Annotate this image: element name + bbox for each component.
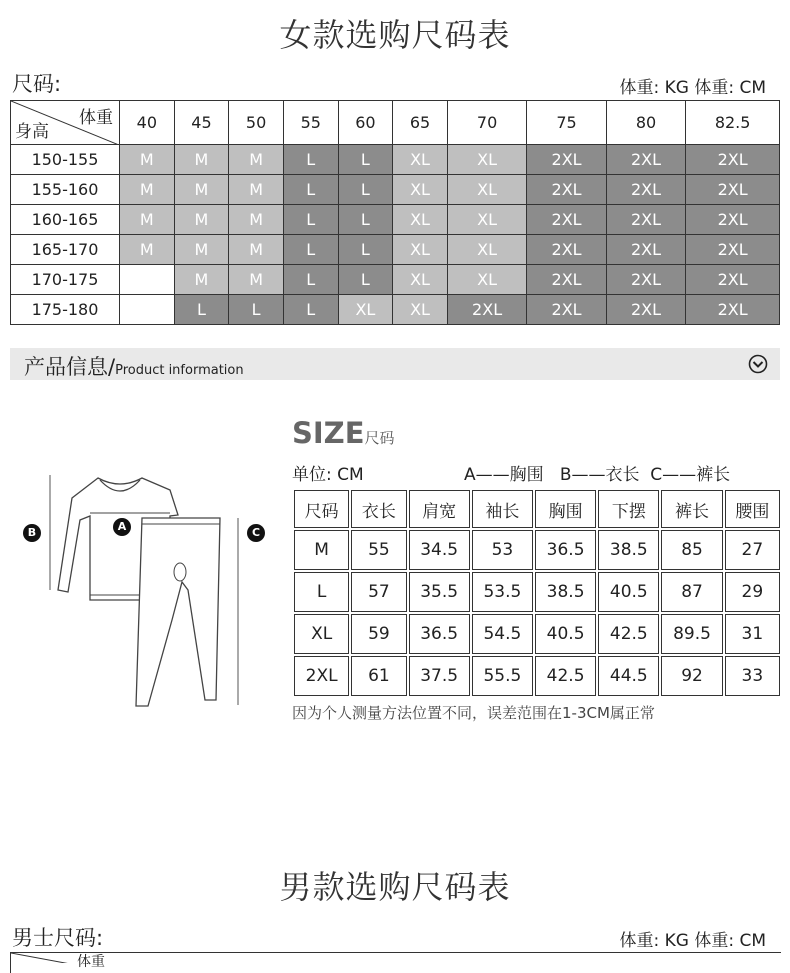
marker-b: B [23, 524, 41, 542]
measurement-cell: 2XL [294, 656, 349, 696]
measurement-cell: 92 [661, 656, 722, 696]
size-cell: XL [447, 235, 526, 265]
size-cell: M [174, 145, 229, 175]
size-cell: 2XL [686, 235, 780, 265]
women-size-label: 尺码: [12, 72, 62, 96]
measurement-cell: 55 [351, 530, 406, 570]
size-cell: 2XL [686, 205, 780, 235]
men-size-table [10, 952, 781, 973]
size-cell: M [229, 205, 284, 235]
weight-header-cell: 50 [229, 101, 284, 145]
measurement-cell: 61 [351, 656, 406, 696]
product-info-label: 产品信息/Product information [24, 355, 244, 379]
measurement-cell: 27 [725, 530, 780, 570]
women-weight-units: 体重: KG 体重: CM [619, 78, 766, 98]
size-cell: 2XL [606, 145, 685, 175]
size-cell: L [283, 235, 338, 265]
measurement-cell: 40.5 [598, 572, 659, 612]
size-heading: SIZE尺码 [292, 416, 395, 450]
size-cell: 2XL [606, 205, 685, 235]
measurement-cell: 36.5 [409, 614, 470, 654]
chevron-down-icon[interactable] [748, 354, 768, 374]
size-cell: 2XL [606, 265, 685, 295]
size-cell: 2XL [686, 175, 780, 205]
size-cell: L [283, 265, 338, 295]
size-cell: XL [447, 205, 526, 235]
measurement-cell: 36.5 [535, 530, 596, 570]
table-row [11, 205, 780, 235]
measurement-cell: 42.5 [535, 656, 596, 696]
measurement-header-cell: 腰围 [725, 490, 780, 528]
measurement-cell: 53.5 [472, 572, 533, 612]
weight-header-cell: 60 [338, 101, 393, 145]
weight-header-cell: 80 [606, 101, 685, 145]
size-cell: M [229, 145, 284, 175]
size-cell: XL [393, 295, 448, 325]
size-cell: XL [393, 145, 448, 175]
table-row [11, 265, 780, 295]
size-cell: L [338, 265, 393, 295]
size-cell: 2XL [686, 145, 780, 175]
size-cell: L [338, 235, 393, 265]
size-cell: L [283, 295, 338, 325]
size-cell: M [120, 205, 175, 235]
men-weight-units: 体重: KG 体重: CM [619, 931, 766, 951]
size-cell: 2XL [606, 235, 685, 265]
measurement-cell: 37.5 [409, 656, 470, 696]
table-row [294, 656, 780, 696]
measurement-cell: 40.5 [535, 614, 596, 654]
measurement-cell: 31 [725, 614, 780, 654]
garment-illustration [20, 460, 280, 720]
weight-header-cell: 75 [527, 101, 606, 145]
measurement-cell: 85 [661, 530, 722, 570]
measurement-cell: 87 [661, 572, 722, 612]
size-cell: 2XL [447, 295, 526, 325]
size-cell: 2XL [686, 295, 780, 325]
measurement-header-cell: 胸围 [535, 490, 596, 528]
measurement-table [292, 488, 782, 698]
measurement-cell: 53 [472, 530, 533, 570]
women-size-table [10, 100, 780, 325]
measurement-cell: XL [294, 614, 349, 654]
size-cell [120, 265, 175, 295]
size-cell: M [120, 145, 175, 175]
height-cell: 160-165 [11, 205, 120, 235]
measurement-header-cell: 袖长 [472, 490, 533, 528]
measurement-header-cell: 裤长 [661, 490, 722, 528]
size-cell: 2XL [527, 145, 606, 175]
measurement-header-row [294, 490, 780, 528]
measurement-cell: 54.5 [472, 614, 533, 654]
unit-label: 单位: CM [292, 465, 364, 485]
size-cell: XL [393, 175, 448, 205]
weight-header-cell: 70 [447, 101, 526, 145]
measurement-cell: L [294, 572, 349, 612]
size-cell: 2XL [527, 205, 606, 235]
table-row [294, 572, 780, 612]
measurement-cell: 57 [351, 572, 406, 612]
size-cell: XL [447, 175, 526, 205]
measurement-header-cell: 下摆 [598, 490, 659, 528]
size-cell: 2XL [606, 175, 685, 205]
size-cell: M [174, 235, 229, 265]
size-cell: XL [447, 145, 526, 175]
measurement-header-cell: 肩宽 [409, 490, 470, 528]
measurement-cell: 35.5 [409, 572, 470, 612]
measurement-cell: 89.5 [661, 614, 722, 654]
weight-header-cell: 65 [393, 101, 448, 145]
height-cell: 170-175 [11, 265, 120, 295]
measurement-cell: 59 [351, 614, 406, 654]
size-cell: L [338, 175, 393, 205]
measurement-note: 因为个人测量方法位置不同，误差范围在1-3CM属正常 [292, 704, 655, 722]
measurement-cell: 44.5 [598, 656, 659, 696]
size-cell: M [229, 235, 284, 265]
size-cell: XL [447, 265, 526, 295]
size-cell: 2XL [686, 265, 780, 295]
size-cell: XL [393, 265, 448, 295]
measurement-cell: 42.5 [598, 614, 659, 654]
size-cell: M [174, 175, 229, 205]
weight-header-cell: 40 [120, 101, 175, 145]
size-cell: M [229, 265, 284, 295]
size-cell: XL [393, 205, 448, 235]
height-cell: 175-180 [11, 295, 120, 325]
marker-a: A [113, 518, 131, 536]
table-row [11, 145, 780, 175]
product-info-bar[interactable] [10, 348, 780, 380]
table-row [11, 175, 780, 205]
measurement-cell: 38.5 [598, 530, 659, 570]
size-cell: 2XL [527, 295, 606, 325]
height-cell: 155-160 [11, 175, 120, 205]
size-cell: 2XL [527, 265, 606, 295]
size-cell: 2XL [527, 175, 606, 205]
weight-header-cell: 45 [174, 101, 229, 145]
size-cell: L [283, 145, 338, 175]
men-title: 男款选购尺码表 [279, 868, 511, 906]
weight-header-cell: 82.5 [686, 101, 780, 145]
size-cell: M [120, 235, 175, 265]
size-cell: L [283, 205, 338, 235]
corner-weight-label: 体重 [79, 108, 113, 128]
table-row [11, 235, 780, 265]
size-cell: L [229, 295, 284, 325]
height-cell: 150-155 [11, 145, 120, 175]
women-header-row [11, 101, 780, 145]
height-cell: 165-170 [11, 235, 120, 265]
measurement-cell: 55.5 [472, 656, 533, 696]
measurement-cell: 29 [725, 572, 780, 612]
corner-header [11, 101, 120, 145]
size-cell [120, 295, 175, 325]
table-row [294, 530, 780, 570]
measurement-cell: 34.5 [409, 530, 470, 570]
size-cell: M [174, 205, 229, 235]
corner-height-label: 身高 [15, 122, 49, 142]
marker-c: C [247, 524, 265, 542]
measurement-cell: 38.5 [535, 572, 596, 612]
table-row [294, 614, 780, 654]
weight-header-cell: 55 [283, 101, 338, 145]
measurement-cell: M [294, 530, 349, 570]
measurement-header-cell: 衣长 [351, 490, 406, 528]
size-cell: L [338, 205, 393, 235]
size-cell: M [229, 175, 284, 205]
size-cell: L [283, 175, 338, 205]
size-cell: 2XL [606, 295, 685, 325]
men-corner-weight: 体重 [77, 954, 105, 970]
measurement-cell: 33 [725, 656, 780, 696]
size-cell: XL [393, 235, 448, 265]
measure-legend: A——胸围 B——衣长 C——裤长 [464, 465, 731, 485]
size-cell: XL [338, 295, 393, 325]
measurement-header-cell: 尺码 [294, 490, 349, 528]
size-cell: L [338, 145, 393, 175]
table-row [11, 295, 780, 325]
size-cell: M [120, 175, 175, 205]
women-title: 女款选购尺码表 [279, 16, 511, 54]
size-cell: M [174, 265, 229, 295]
size-cell: L [174, 295, 229, 325]
men-size-label: 男士尺码: [12, 926, 104, 950]
size-cell: 2XL [527, 235, 606, 265]
